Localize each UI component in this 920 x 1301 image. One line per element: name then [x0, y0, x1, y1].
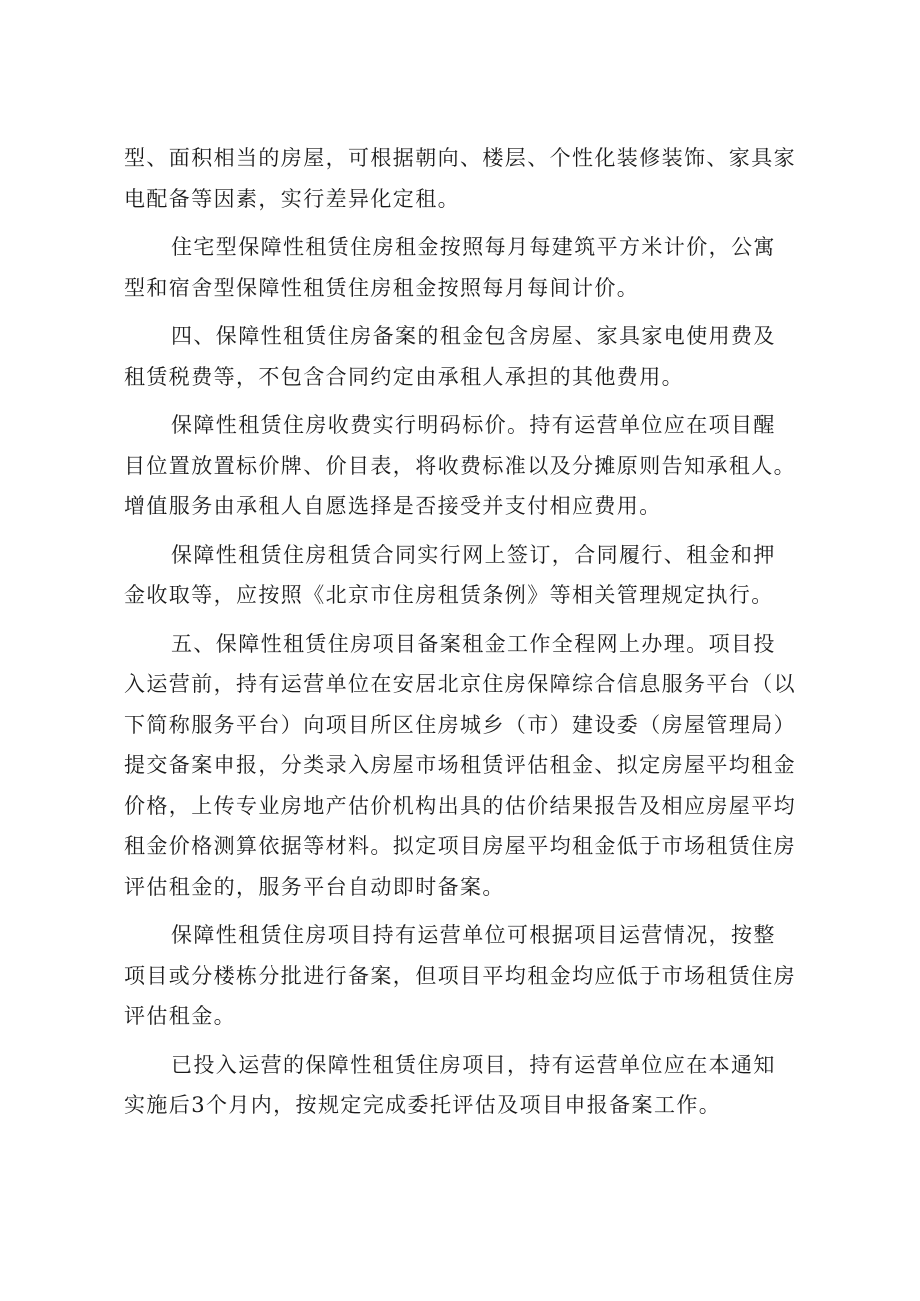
text-line: 提交备案申报，分类录入房屋市场租赁评估租金、拟定房屋平均租金	[124, 753, 796, 777]
text-line: 金收取等，应按照《北京市住房租赁条例》等相关管理规定执行。	[124, 583, 774, 607]
text-line: 已投入运营的保障性租赁住房项目，持有运营单位应在本通知	[171, 1052, 776, 1077]
text-line: 目位置放置标价牌、价目表，将收费标准以及分摊原则告知承租人。	[124, 453, 796, 478]
text-line: 五、保障性租赁住房项目备案租金工作全程网上办理。项目投	[171, 631, 776, 656]
text-line: 实施后3个月内，按规定完成委托评估及项目申报备案工作。	[124, 1093, 722, 1117]
text-line: 四、保障性租赁住房备案的租金包含房屋、家具家电使用费及	[171, 324, 776, 348]
text-line: 电配备等因素，实行差异化定租。	[124, 186, 460, 211]
paragraph	[124, 316, 814, 397]
text-line: 型和宿舍型保障性租赁住房租金按照每月每间计价。	[124, 275, 640, 300]
paragraph	[124, 915, 814, 1037]
text-line: 保障性租赁住房项目持有运营单位可根据项目运营情况，按整	[171, 923, 776, 947]
text-line: 评估租金。	[124, 1004, 236, 1028]
document-body	[124, 138, 814, 1126]
paragraph	[124, 535, 814, 616]
text-line: 下简称服务平台）向项目所区住房城乡（市）建设委（房屋管理局）	[124, 712, 796, 737]
text-line: 增值服务由承租人自愿选择是否接受并支付相应费用。	[124, 494, 662, 518]
text-line: 入运营前，持有运营单位在安居北京住房保障综合信息服务平台（以	[124, 672, 796, 696]
paragraph	[124, 1045, 814, 1126]
text-line: 保障性租赁住房收费实行明码标价。持有运营单位应在项目醒	[171, 413, 776, 437]
paragraph	[124, 405, 814, 527]
paragraph	[124, 227, 814, 308]
text-line: 项目或分楼栋分批进行备案，但项目平均租金均应低于市场租赁住房	[124, 963, 796, 988]
text-line: 型、面积相当的房屋，可根据朝向、楼层、个性化装修装饰、家具家	[124, 146, 796, 170]
text-line: 住宅型保障性租赁住房租金按照每月每建筑平方米计价，公寓	[171, 235, 776, 259]
text-line: 保障性租赁住房租赁合同实行网上签订，合同履行、租金和押	[171, 542, 776, 567]
text-line: 租金价格测算依据等材料。拟定项目房屋平均租金低于市场租赁住房	[124, 834, 796, 858]
text-line: 评估租金的，服务平台自动即时备案。	[124, 874, 505, 899]
paragraph	[124, 138, 814, 219]
text-line: 租赁税费等，不包含合同约定由承租人承担的其他费用。	[124, 364, 684, 389]
paragraph	[124, 624, 814, 908]
text-line: 价格，上传专业房地产估价机构出具的估价结果报告及相应房屋平均	[124, 793, 796, 818]
